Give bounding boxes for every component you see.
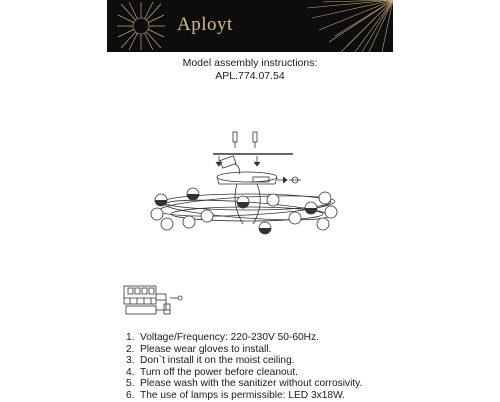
- wiring-diagram: [120, 280, 190, 320]
- chandelier-drawing: [145, 120, 355, 250]
- brand-banner: [107, 0, 393, 52]
- instruction-item: 2. Please wear gloves to install.: [126, 343, 272, 355]
- instruction-item: 1. Voltage/Frequency: 220-230V 50-60Hz.: [126, 332, 319, 343]
- brand-logo-text: Aployt: [177, 14, 233, 35]
- sunburst-rays: [107, 0, 393, 52]
- instruction-item: 3. Don`t install it on the moist ceiling.: [126, 355, 295, 367]
- instruction-item: 6. The use of lamps is permissible: LED 3x18W.: [126, 389, 345, 401]
- instructions-list: [126, 332, 362, 402]
- model-number: APL.774.07.54: [215, 70, 285, 82]
- instructions-title: Model assembly instructions:: [182, 57, 318, 69]
- instruction-item: 4. Turn off the power before cleanout.: [126, 366, 299, 378]
- instruction-item: 5. Please wash with the sanitizer without corrosivity.: [126, 378, 363, 390]
